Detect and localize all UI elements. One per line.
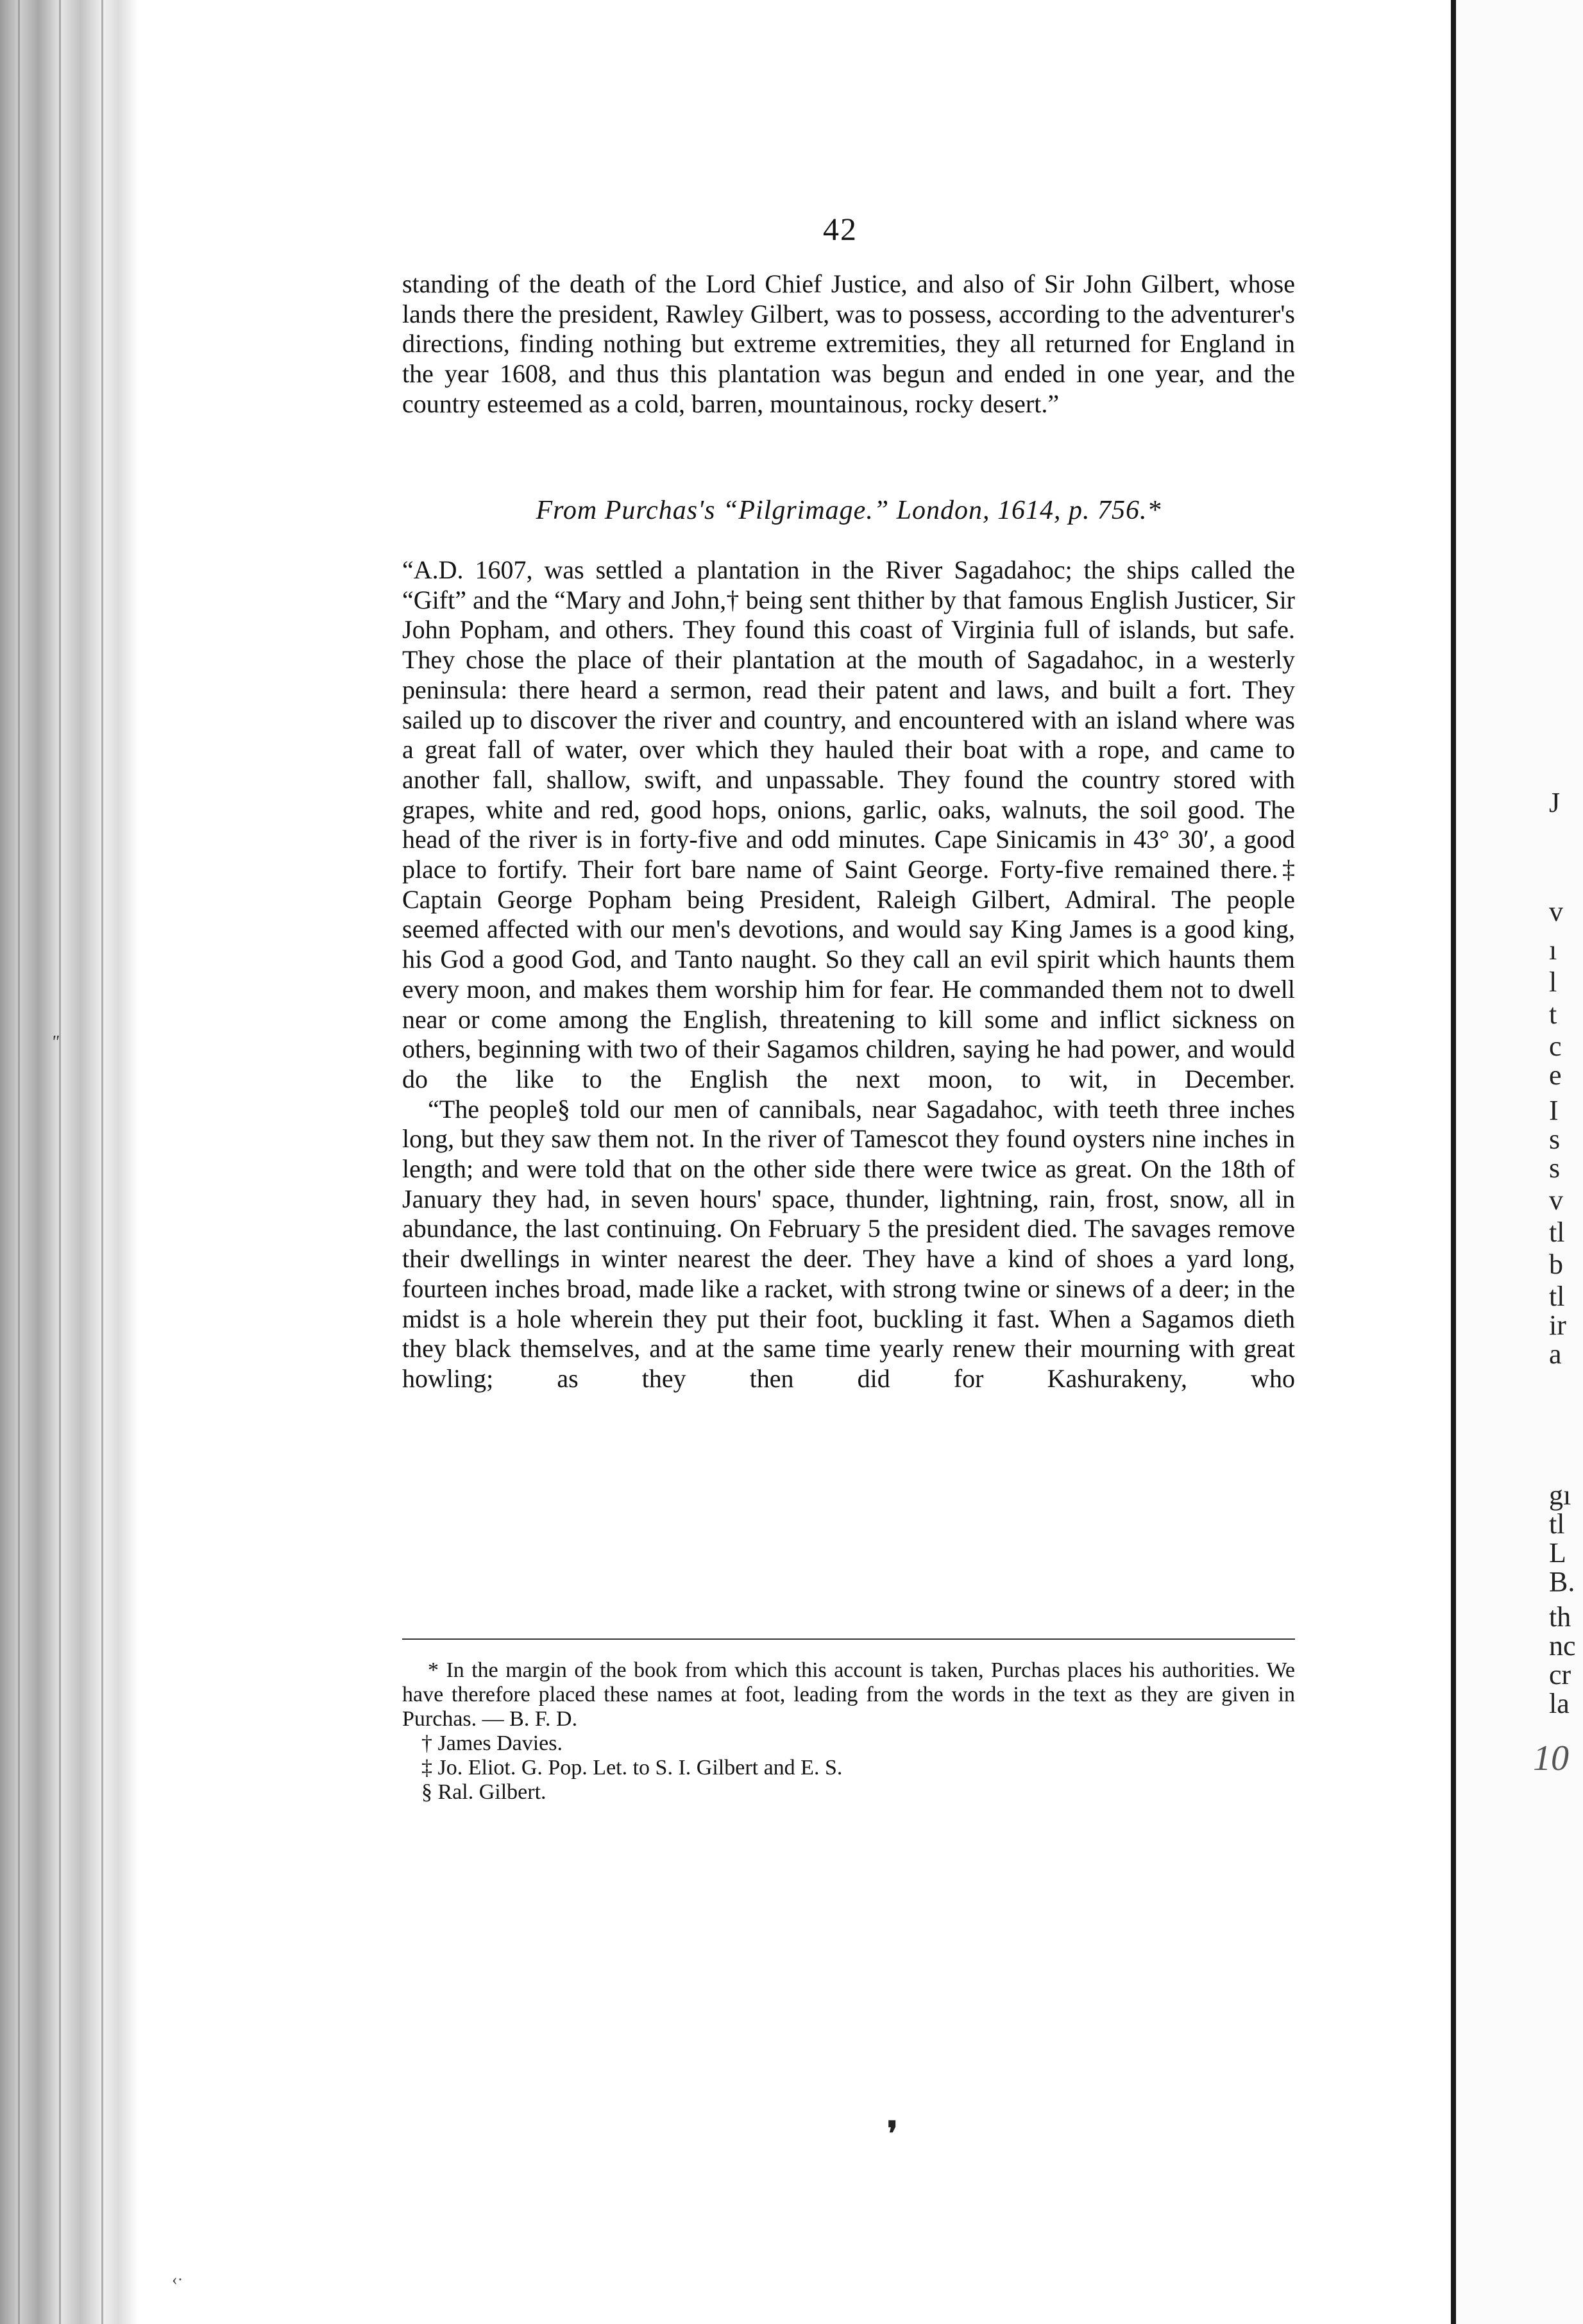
facing-page-bleed: tl xyxy=(1549,1508,1565,1540)
footnotes xyxy=(402,1658,1295,1805)
facing-page-bleed: v xyxy=(1549,1184,1563,1216)
facing-page-handwriting: 10 xyxy=(1533,1739,1569,1778)
text-block-main xyxy=(402,555,1295,1394)
footnote: § Ral. Gilbert. xyxy=(421,1780,546,1804)
facing-page-bleed: nc xyxy=(1549,1630,1576,1662)
scan-artifact: ‹· xyxy=(172,2270,183,2289)
facing-page-bleed: tl xyxy=(1549,1217,1565,1248)
facing-page-bleed: e xyxy=(1549,1059,1562,1091)
binding-crease xyxy=(101,0,103,2324)
facing-page-bleed: cr xyxy=(1549,1659,1571,1690)
footnote-rule xyxy=(402,1638,1295,1640)
footnote: ‡ Jo. Eliot. G. Pop. Let. to S. I. Gilbert and E. S. xyxy=(421,1756,843,1780)
paragraph: standing of the death of the Lord Chief Justice, and also of Sir John Gilbert, whose lands there the president, Rawley Gilbert, was to possess, according to the adventurer's directions, finding nothing but extreme extremities, they all returned for England in the year 1608, and thus this plantation was begun and ended in one year, and the country esteemed as a cold, barren, mountainous, rocky desert.” xyxy=(402,269,1295,418)
paragraph: “The people§ told our men of cannibals, near Sagadahoc, with teeth three inches long, but they saw them not. In the river of Tamescot they found oysters nine inches in length; and were told that on the other side there were twice as great. On the 18th of January they had, in seven hours' space, thunder, lightning, rain, frost, snow, all in abundance, the last continuing. On February 5 the president died. The savages remove their dwellings in winter nearest the deer. They have a kind of shoes a yard long, fourteen inches broad, made like a racket, with strong twine or sinews of a deer; in the midst is a hole wherein they put their foot, buckling it fast. When a Sagamos dieth they black themselves, and at the same time yearly renew their mourning with great howling; as they then did for Kashurakeny, who xyxy=(402,1094,1295,1393)
facing-page-bleed: gı xyxy=(1549,1479,1571,1511)
text-block-top xyxy=(402,269,1295,419)
facing-page-bleed: a xyxy=(1549,1338,1562,1370)
facing-page-bleed: s xyxy=(1549,1152,1561,1184)
facing-page-bleed: ı xyxy=(1549,934,1557,966)
facing-page-bleed: L xyxy=(1549,1537,1566,1569)
footnote: † James Davies. xyxy=(421,1731,563,1755)
facing-page-bleed: v xyxy=(1549,896,1563,927)
facing-page-bleed: ir xyxy=(1549,1309,1566,1341)
facing-page-bleed: tl xyxy=(1549,1281,1565,1312)
facing-page-bleed: l xyxy=(1549,966,1557,998)
facing-page-edge xyxy=(1451,0,1456,2324)
binding-crease xyxy=(59,0,61,2324)
facing-page-bleed: c xyxy=(1549,1031,1562,1062)
book-binding-edge xyxy=(0,0,138,2324)
facing-page-bleed: la xyxy=(1549,1688,1570,1719)
section-heading: From Purchas's “Pilgrimage.” London, 1614, p. 756.* xyxy=(536,496,1162,525)
facing-page-bleed: B. xyxy=(1549,1566,1575,1597)
facing-page-bleed: t xyxy=(1549,998,1557,1030)
facing-page-bleed: I xyxy=(1549,1095,1559,1126)
facing-page-bleed: th xyxy=(1549,1601,1571,1633)
paragraph: “A.D. 1607, was settled a plantation in the River Sagadahoc; the ships called the “Gift” and the “Mary and John,† being sent thither by that famous English Justicer, Sir John Popham, and others. They found this coast of Virginia full of islands, but safe. They chose the place of their plantation at the mouth of Sagadahoc, in a westerly peninsula: there heard a sermon, read their patent and laws, and built a fort. They sailed up to discover the river and country, and encountered with an island where was a great fall of water, over which they hauled their boat with a rope, and came to another fall, shallow, swift, and unpassable. They found the country stored with grapes, white and red, good hops, onions, garlic, oaks, walnuts, the soil good. The head of the river is in forty-five and odd minutes. Cape Sinicamis in 43° 30′, a good place to fortify. Their fort bare name of Saint George. Forty-five remained there.‡ Captain George Popham being President, Raleigh Gilbert, Admiral. The people seemed affected with our men's devotions, and would say King James is a good king, his God a good God, and Tanto naught. So they call an evil spirit which haunts them every moon, and makes them worship him for fear. He commanded them not to dwell near or come among the English, threatening to kill some and inflict sickness on others, beginning with two of their Sagamos children, saying he had power, and would do the like to the English the next moon, to wit, in December. xyxy=(402,555,1295,1093)
page-number: 42 xyxy=(823,211,858,247)
footnote: * In the margin of the book from which this account is taken, Purchas places his authorities. We have therefore placed these names at foot, leading from the words in the text as they are given in Purchas. — B. F. D. xyxy=(402,1658,1295,1731)
facing-page-margin xyxy=(1456,0,1583,2324)
binding-crease xyxy=(18,0,20,2324)
printer-mark: ❜ xyxy=(887,2116,898,2153)
facing-page-bleed: b xyxy=(1549,1249,1563,1280)
facing-page-bleed: J xyxy=(1549,787,1561,818)
facing-page-bleed: s xyxy=(1549,1124,1561,1155)
spine-mark: " xyxy=(51,1032,59,1052)
